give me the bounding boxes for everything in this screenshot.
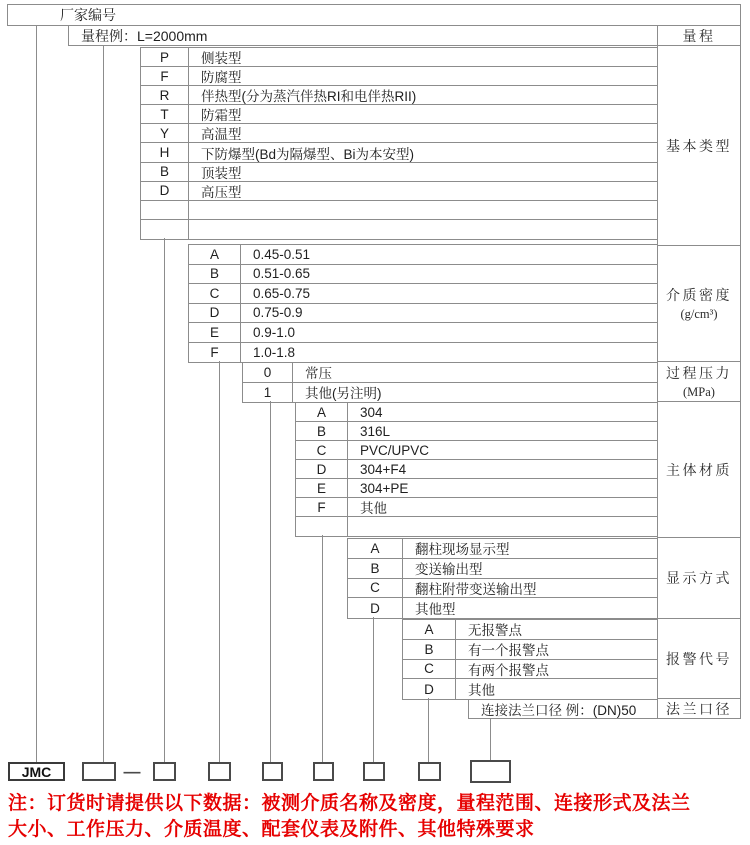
table-row: [189, 323, 657, 343]
code-cell: 0: [243, 363, 293, 382]
section-basic-type: [140, 47, 658, 240]
desc-cell: 304+F4: [360, 461, 407, 477]
desc-cell: 高压型: [201, 184, 242, 200]
section-label-unit: (MPa): [683, 385, 715, 399]
desc-cell: 0.45-0.51: [253, 246, 311, 262]
section-display-mode: [347, 538, 658, 619]
desc-cell: 变送输出型: [415, 562, 483, 578]
desc-cell: 其他(另注明): [305, 386, 382, 402]
table-row: [296, 498, 657, 517]
model-code-box: [363, 762, 385, 781]
code-cell: B: [403, 640, 456, 659]
section-label-process-pressure: [657, 361, 741, 402]
desc-cell: PVC/UPVC: [360, 442, 430, 458]
code-cell: E: [296, 479, 348, 497]
code-cell: Y: [141, 124, 189, 142]
section-label-text: 报警代号: [666, 652, 732, 668]
connector-line: [103, 45, 104, 762]
code-cell: T: [141, 105, 189, 123]
code-cell: C: [189, 284, 241, 303]
desc-cell: 其他: [360, 501, 387, 516]
section-label-body-material: [657, 401, 741, 538]
code-cell: D: [296, 460, 348, 478]
range-label: 量程: [657, 25, 741, 46]
table-row: [348, 559, 657, 579]
code-cell: F: [189, 343, 241, 363]
table-row: [189, 284, 657, 304]
table-row: [403, 660, 657, 680]
desc-cell: 翻柱附带变送输出型: [415, 581, 537, 597]
model-code-box: [470, 760, 511, 783]
flange-label: 法兰口径: [657, 698, 741, 719]
connector-line: [164, 238, 165, 762]
desc-cell: 防霜型: [201, 108, 242, 124]
connector-line: [373, 617, 374, 762]
table-row: [296, 441, 657, 460]
table-row: [141, 67, 657, 86]
model-code-box: [153, 762, 176, 781]
range-row: [68, 25, 658, 46]
model-code-box: [82, 762, 116, 781]
section-alarm-code: [402, 619, 658, 700]
desc-cell: 其他型: [415, 602, 456, 618]
table-row: [403, 620, 657, 640]
desc-cell: 高温型: [201, 127, 242, 143]
code-cell: C: [403, 660, 456, 679]
code-cell: D: [141, 182, 189, 200]
desc-cell: 0.65-0.75: [253, 285, 311, 301]
table-row: [189, 265, 657, 285]
manufacturer-label: 厂家编号: [60, 7, 116, 23]
desc-cell: 侧装型: [201, 51, 242, 67]
section-process-pressure: [242, 362, 658, 403]
flange-text: 连接法兰口径 例：(DN)50: [481, 702, 637, 718]
code-cell: B: [189, 265, 241, 284]
desc-cell: 翻柱现场显示型: [415, 542, 510, 558]
code-cell: D: [403, 679, 456, 699]
flange-row: [468, 698, 658, 719]
desc-cell: 常压: [305, 366, 332, 382]
connector-line: [219, 361, 220, 762]
code-cell: [141, 220, 189, 239]
code-cell: F: [296, 498, 348, 516]
section-label-medium-density: [657, 245, 741, 362]
desc-cell: 304: [360, 404, 383, 420]
table-row: [141, 163, 657, 182]
order-note-line1: 注：订货时请提供以下数据：被测介质名称及密度，量程范围、连接形式及法兰: [8, 793, 691, 814]
desc-cell: 下防爆型(Bd为隔爆型、Bi为本安型): [201, 146, 415, 162]
code-cell: A: [189, 245, 241, 264]
connector-line: [270, 401, 271, 762]
section-label-text: 基本类型: [666, 140, 732, 155]
table-row: [296, 403, 657, 422]
table-row: [141, 182, 657, 201]
desc-cell: 有两个报警点: [468, 662, 549, 678]
section-label-basic-type: [657, 45, 741, 247]
section-label-text: 过程压力: [666, 367, 732, 382]
table-row: [403, 679, 657, 699]
section-medium-density: [188, 244, 658, 363]
code-cell: C: [296, 441, 348, 459]
code-cell: F: [141, 67, 189, 85]
code-cell: D: [189, 304, 241, 323]
desc-cell: 304+PE: [360, 480, 409, 496]
desc-cell: 其他: [468, 683, 495, 699]
table-row: [141, 105, 657, 124]
order-note-line2: 大小、工作压力、介质温度、配套仪表及附件、其他特殊要求: [8, 819, 535, 840]
section-label-alarm-code: [657, 618, 741, 699]
table-row: [296, 422, 657, 441]
table-row: [141, 220, 657, 239]
table-row: [348, 579, 657, 599]
model-code-box: [313, 762, 334, 781]
section-label-unit: (g/cm³): [680, 307, 718, 321]
table-row: [243, 363, 657, 383]
connector-line: [490, 718, 491, 760]
desc-cell: 0.51-0.65: [253, 266, 311, 282]
table-row: [189, 304, 657, 324]
connector-line: [428, 698, 429, 762]
range-example-text: 量程例：L=2000mm: [81, 27, 208, 44]
table-row: [141, 143, 657, 162]
code-cell: E: [189, 323, 241, 342]
desc-cell: 316L: [360, 423, 391, 439]
table-row: [189, 245, 657, 265]
section-label-text: 显示方式: [666, 572, 732, 587]
table-row: [141, 124, 657, 143]
code-cell: R: [141, 86, 189, 104]
table-row: [348, 598, 657, 618]
desc-cell: [189, 220, 657, 239]
model-prefix-box: [8, 762, 65, 781]
table-row: [296, 460, 657, 479]
code-cell: P: [141, 48, 189, 66]
order-note: [8, 791, 748, 843]
table-row: [189, 343, 657, 363]
desc-cell: 顶装型: [201, 165, 242, 181]
connector-line: [36, 26, 37, 762]
code-cell: A: [296, 403, 348, 421]
table-row: [296, 517, 657, 536]
desc-cell: 防腐型: [201, 70, 242, 86]
desc-cell: 伴热型(分为蒸汽伴热RI和电伴热RII): [201, 89, 417, 105]
code-cell: B: [296, 422, 348, 440]
desc-cell: 无报警点: [468, 623, 522, 639]
code-cell: H: [141, 143, 189, 161]
table-row: [141, 201, 657, 220]
code-cell: [296, 517, 348, 536]
code-cell: D: [348, 598, 403, 618]
desc-cell: 有一个报警点: [468, 643, 549, 659]
code-cell: A: [403, 620, 456, 639]
table-row: [296, 479, 657, 498]
desc-cell: 1.0-1.8: [253, 344, 296, 360]
desc-cell: [189, 201, 657, 219]
model-prefix-text: JMC: [21, 763, 52, 780]
code-cell: [141, 201, 189, 219]
desc-cell: [348, 517, 657, 536]
section-label-text: 介质密度: [666, 289, 732, 304]
desc-cell: 0.75-0.9: [253, 305, 303, 321]
connector-line: [322, 535, 323, 762]
table-row: [348, 539, 657, 559]
code-cell: A: [348, 539, 403, 558]
table-row: [243, 383, 657, 403]
code-cell: C: [348, 579, 403, 598]
manufacturer-row: [7, 4, 741, 26]
separator-dash: —: [123, 761, 141, 781]
desc-cell: 0.9-1.0: [253, 324, 296, 340]
code-cell: 1: [243, 383, 293, 403]
model-code-box: [418, 762, 441, 781]
code-cell: B: [348, 559, 403, 578]
model-code-box: [262, 762, 283, 781]
model-code-box: [208, 762, 231, 781]
table-row: [403, 640, 657, 660]
section-body-material: [295, 402, 658, 537]
section-label-display-mode: [657, 537, 741, 619]
table-row: [141, 48, 657, 67]
code-cell: B: [141, 163, 189, 181]
section-label-text: 主体材质: [666, 463, 732, 479]
table-row: [141, 86, 657, 105]
